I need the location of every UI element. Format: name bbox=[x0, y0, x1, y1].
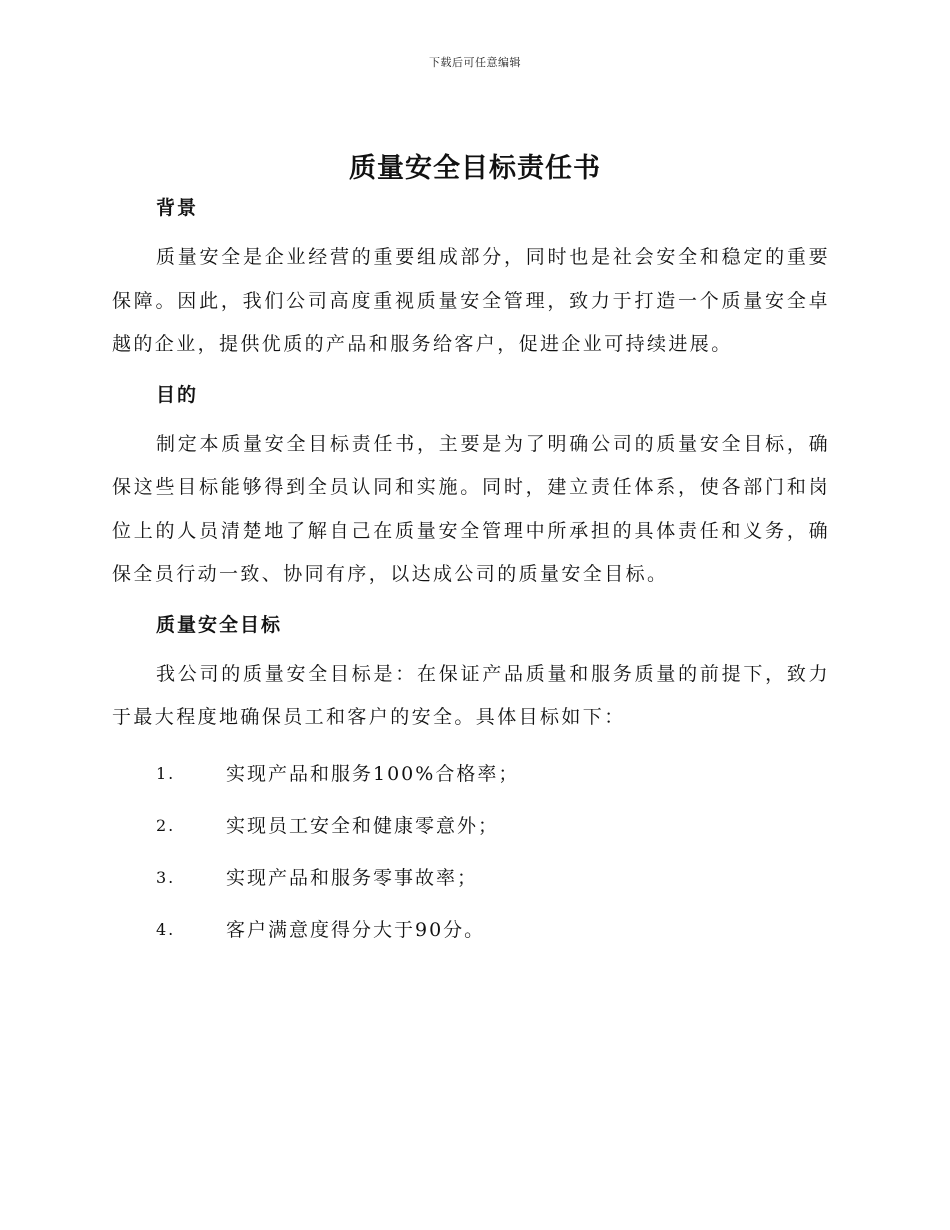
list-item-text: 实现产品和服务零事故率； bbox=[226, 866, 479, 889]
list-item-number: 3. bbox=[156, 867, 176, 887]
paragraph: 我公司的质量安全目标是：在保证产品质量和服务质量的前提下，致力于最大程度地确保员工和客户的安全。具体目标如下： bbox=[112, 662, 830, 728]
list-item bbox=[112, 748, 830, 800]
section-background bbox=[112, 190, 830, 377]
section-heading: 质量安全目标 bbox=[156, 613, 283, 636]
goals-list bbox=[112, 748, 830, 956]
list-item-number: 4. bbox=[156, 919, 176, 939]
list-item bbox=[112, 800, 830, 852]
document-body bbox=[112, 190, 830, 956]
section-heading: 背景 bbox=[156, 197, 199, 219]
list-item-text: 实现员工安全和健康零意外； bbox=[226, 814, 500, 837]
section-heading: 目的 bbox=[156, 383, 199, 406]
section-purpose bbox=[112, 377, 830, 607]
header-note: 下载后可任意编辑 bbox=[429, 56, 521, 69]
document-title: 质量安全目标责任书 bbox=[349, 153, 601, 184]
list-item bbox=[112, 852, 830, 904]
paragraph: 制定本质量安全目标责任书，主要是为了明确公司的质量安全目标，确保这些目标能够得到全员认同和实施。同时，建立责任体系，使各部门和岗位上的人员清楚地了解自己在质量安全管理中所承担的具体责任和义务，确保全员行动一致、协同有序，以达成公司的质量安全目标。 bbox=[112, 432, 830, 585]
list-item bbox=[112, 904, 830, 956]
list-item-text: 实现产品和服务100%合格率； bbox=[226, 762, 520, 785]
paragraph: 质量安全是企业经营的重要组成部分，同时也是社会安全和稳定的重要保障。因此，我们公司高度重视质量安全管理，致力于打造一个质量安全卓越的企业，提供优质的产品和服务给客户，促进企业可持续进展。 bbox=[112, 246, 830, 355]
list-item-number: 2. bbox=[156, 815, 176, 835]
list-item-text: 客户满意度得分大于90分。 bbox=[226, 918, 486, 941]
section-quality-safety-goals bbox=[112, 607, 830, 956]
list-item-number: 1. bbox=[156, 763, 176, 783]
